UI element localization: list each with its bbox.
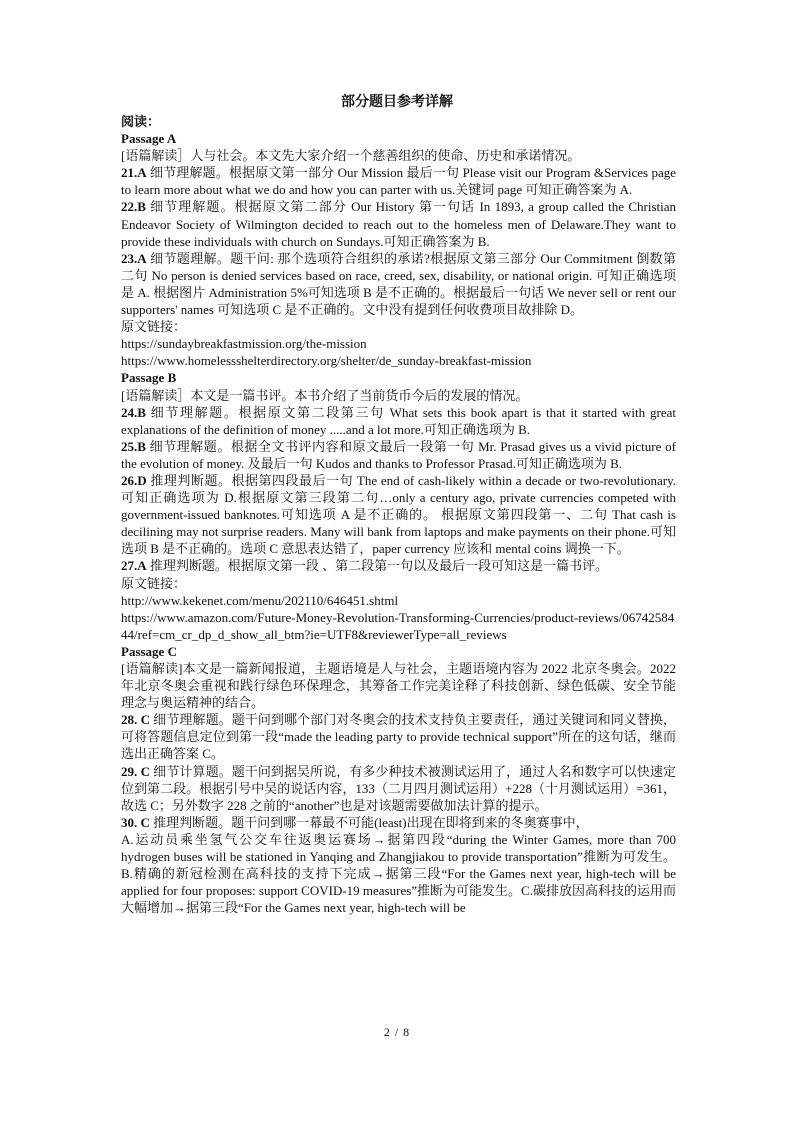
passage-a-links-label: 原文链接： [121,319,187,335]
answer-21-number: 21.A [121,165,147,181]
passage-b-heading: Passage B [121,370,177,386]
answer-24 [121,404,676,438]
answer-27-number: 27.A [121,558,147,574]
answer-30-text: 推理判断题。题干问到哪一幕最不可能(least)出现在即将到来的冬奥赛事中， [149,814,589,830]
answer-25-number: 25.B [121,438,146,454]
answer-30-number: 30. C [121,814,150,830]
passage-a-heading: Passage A [121,131,177,147]
answer-23 [121,250,676,318]
passage-c-heading: Passage C [121,643,177,659]
answer-24-text: 细节理解题。根据原文第二段第三句 What sets this book apart is that it started with great explanations of the definition of money .....and a lot more.可知正确选项为 B. [121,404,676,437]
passage-b-link-1[interactable]: http://www.kekenet.com/menu/202110/646451.shtml [121,592,399,608]
answer-27 [121,557,676,574]
passage-a-intro: [语篇解读］人与社会。本文先大家介绍一个慈善组织的使命、历史和承诺情况。 [121,148,581,164]
passage-c-intro: [语篇解读]本文是一篇新闻报道，主题语境是人与社会，主题语境内容为 2022 北京冬奥会。2022 年北京冬奥会重视和践行绿色环保理念，其筹备工作完美诠释了科技创新、绿色低碳、安全节能理念与奥运精神的结合。 [121,661,676,711]
answer-28-text: 细节理解题。题干问到哪个部门对冬奥会的技术支持负主要责任，通过关键词和同义替换，可将答题信息定位到第一段“made the leading party to provide technical support”所在的这句话，继而选出正确答案 C。 [121,712,676,762]
answer-30-options: A.运动员乘坐氢气公交车往返奥运赛场→据第四段“during the Winter Games, more than 700 hydrogen buses will be stationed in Yanqing and Zhangjiakou to provide transportation”推断为可发生。B.精确的新冠检测在高科技的支持下完成→据第三段“For the Games next year, high-tech will be applied for four proposes: support COVID-19 measures”推断为可能发生。C.碳排放因高科技的运用而大幅增加→据第三段“For the Games next year, high-tech will be [121,831,676,916]
answer-22-text: 细节理解题。根据原文第二部分 Our History 第一句话 In 1893, a group called the Christian Endeavor Society of Wilmington decided to reach out to the homeless men of Delaware.They want to provide these individuals with church on Sundays.可知正确答案为 B. [121,199,676,249]
answer-21 [121,164,676,198]
answer-27-text: 推理判断题。根据原文第一段 、第二段第一句以及最后一段可知这是一篇书评。 [146,558,609,574]
answer-26 [121,472,676,557]
answer-28 [121,711,676,762]
passage-a-link-1[interactable]: https://sundaybreakfastmission.org/the-mission [121,336,367,352]
answer-26-number: 26.D [121,472,147,488]
answer-30 [121,814,676,831]
page-number: 2 / 8 [383,1025,411,1039]
passage-b-intro: [语篇解读］本文是一篇书评。本书介绍了当前货币今后的发展的情况。 [121,387,529,403]
section-label: 阅读： [121,114,161,129]
passage-b-link-2[interactable]: https://www.amazon.com/Future-Money-Revolution-Transforming-Currencies/product-reviews/0674258444/ref=cm_cr_dp_d_show_all_btm?ie=UTF8&reviewerType=all_reviews [121,609,675,642]
answer-21-text: 细节理解题。根据原文第一部分 Our Mission 最后一句 Please visit our Program &Services page to learn more about what we do and how you can parter with us.关键词 page 可知正确答案为 A. [121,165,676,198]
document-body [121,113,676,916]
passage-a-link-2[interactable]: https://www.homelessshelterdirectory.org/shelter/de_sunday-breakfast-mission [121,353,532,369]
passage-b-links-label: 原文链接： [121,575,187,591]
answer-28-number: 28. C [121,712,150,728]
answer-23-number: 23.A [121,250,147,266]
answer-25-text: 细节理解题。根据全文书评内容和原文最后一段第一句 Mr. Prasad gives us a vivid picture of the evolution of money. 及最后一句 Kudos and thanks to Professor Prasad.可知正确选项为 B. [121,438,676,471]
answer-22-number: 22.B [121,199,146,215]
answer-24-number: 24.B [121,404,146,420]
answer-29-text: 细节计算题。题干问到据吴所说，有多少种技术被测试运用了，通过人名和数字可以快速定位到第二段。根据引号中吴的说话内容，133（二月四月测试运用）+228（十月测试运用）=361，故选 C；另外数字 228 之前的“another”也是对该题需要做加法计算的提示。 [121,763,676,813]
answer-29-number: 29. C [121,763,150,779]
document-title: 部分题目参考详解 [341,95,453,110]
answer-22 [121,198,676,249]
answer-25 [121,438,676,472]
answer-29 [121,763,676,814]
answer-23-text: 细节题理解。题干问: 那个选项符合组织的承诺?根据原文第三部分 Our Commitment 倒数第二句 No person is denied services based on race, creed, sex, disability, or national origin. 可知正确选项是 A. 根据图片 Administration 5%可知选项 B 是不正确的。根据最后一句话 We never sell or rent our supporters' names 可知选项 C 是不正确的。文中没有提到任何收费项目故排除 D。 [121,250,676,318]
answer-26-text: 推理判断题。根据第四段最后一句 The end of cash-likely within a decade or two-revolutionary.可知正确选项为 D.根据原文第三段第二句…only a century ago, private currencies competed with government-issued banknotes.可知选项 A 是不正确的。 根据原文第四段第一、二句 That cash is decilining may not surprise readers. Many will bank from laptops and make payments on their phone.可知选项 B 是不正确的。选项 C 意思表达错了，paper currency 应该和 mental coins 调换一下。 [121,472,676,557]
